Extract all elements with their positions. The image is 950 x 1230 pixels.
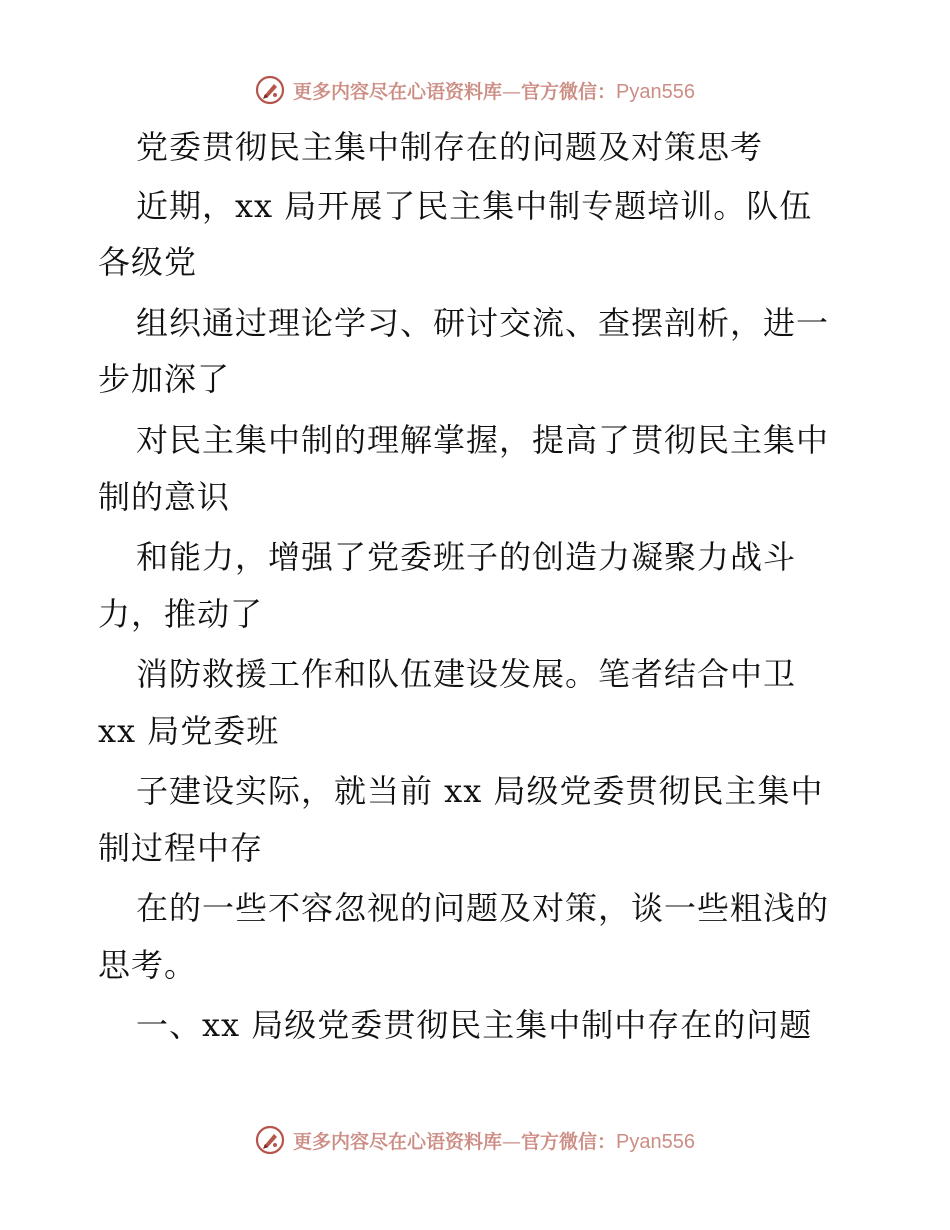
watermark-wechat-label: 官方微信： (521, 1130, 617, 1153)
watermark-separator: — (502, 1130, 522, 1153)
watermark-text (293, 77, 695, 104)
pen-nib-logo-icon (255, 1125, 285, 1155)
paragraph-line: 各级党 (98, 243, 198, 281)
paragraph-line: 步加深了 (98, 360, 231, 398)
watermark-wechat-id: Pyan556 (616, 80, 695, 103)
watermark-site-text: 更多内容尽在心语资料库 (293, 80, 503, 103)
header-watermark (0, 70, 950, 110)
watermark-wechat-id: Pyan556 (616, 1130, 695, 1153)
paragraph-line: 思考。 (98, 946, 198, 984)
paragraph-line: 在的一些不容忽视的问题及对策，谈一些粗浅的 (136, 889, 830, 927)
watermark-site-text: 更多内容尽在心语资料库 (293, 1130, 503, 1153)
paragraph-line: 力，推动了 (98, 595, 264, 633)
document-title: 党委贯彻民主集中制存在的问题及对策思考 (136, 128, 764, 166)
footer-watermark (0, 1120, 950, 1160)
pen-nib-logo-icon (255, 75, 285, 105)
paragraph-line: 对民主集中制的理解掌握，提高了贯彻民主集中 (136, 421, 830, 459)
paragraph-line: 和能力，增强了党委班子的创造力凝聚力战斗 (136, 538, 797, 576)
watermark-wechat-label: 官方微信： (521, 80, 617, 103)
paragraph-line: xx 局党委班 (98, 712, 280, 750)
paragraph-line: 制的意识 (98, 478, 231, 516)
paragraph-line: 子建设实际，就当前 xx 局级党委贯彻民主集中 (136, 772, 824, 810)
paragraph-line: 制过程中存 (98, 829, 264, 867)
paragraph-line: 组织通过理论学习、研讨交流、查摆剖析，进一 (136, 304, 830, 342)
watermark-separator: — (502, 80, 522, 103)
watermark-text (293, 1127, 695, 1154)
section-heading: 一、xx 局级党委贯彻民主集中制中存在的问题 (136, 1006, 813, 1044)
paragraph-line: 近期，xx 局开展了民主集中制专题培训。队伍 (136, 187, 813, 225)
paragraph-line: 消防救援工作和队伍建设发展。笔者结合中卫 (136, 655, 797, 693)
